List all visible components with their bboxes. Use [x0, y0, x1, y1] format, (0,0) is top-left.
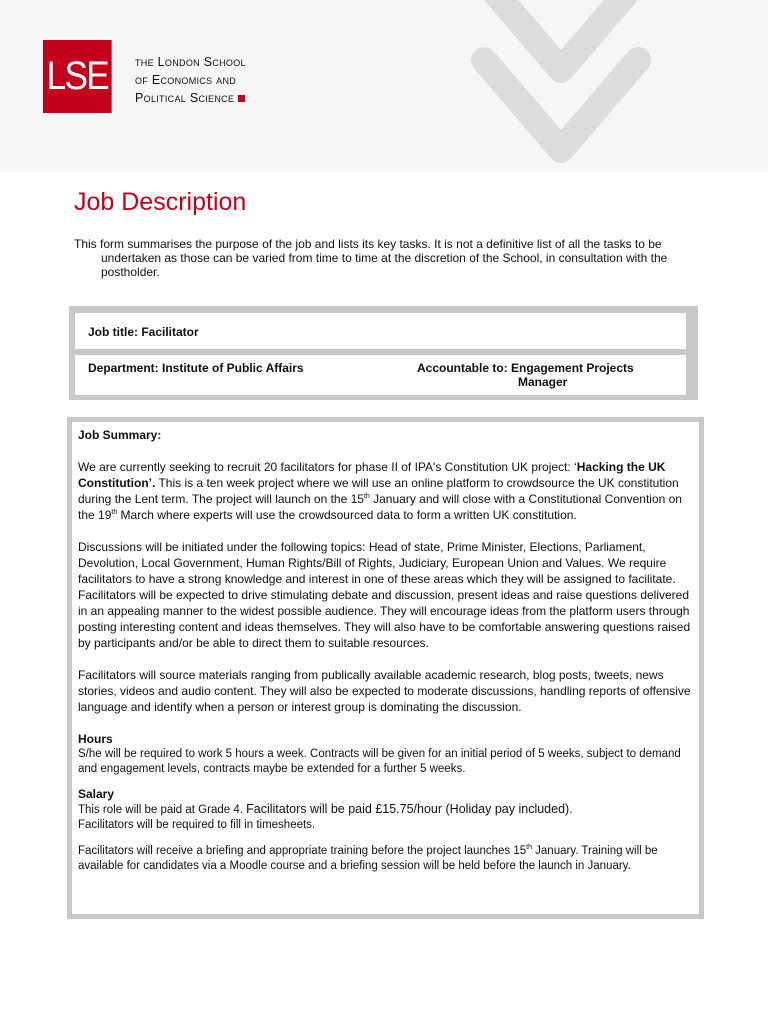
- hours-text: S/he will be required to work 5 hours a week. Contracts will be given for an initial period of 5 weeks, subject to demand and engagement levels, contracts maybe be extended for a further 5 weeks.: [78, 748, 681, 775]
- job-title-row: [75, 313, 686, 349]
- school-line-2: of Economics and: [135, 73, 237, 87]
- school-line-1: the London School: [135, 55, 246, 69]
- summary-heading: Job Summary:: [78, 428, 162, 442]
- salary-text: This role will be paid at Grade 4. Facilitators will be paid £15.75/hour (Holiday pay included). Facilitators will be required to fill in timesheets.: [78, 802, 573, 831]
- job-title: Job title: Facilitator: [88, 325, 199, 339]
- logo-text: LSE: [46, 54, 108, 98]
- hours-heading: Hours: [78, 732, 113, 746]
- intro-text: This form summarises the purpose of the job and lists its key tasks. It is not a definitive list of all the tasks to be undertaken as those can be varied from time to time at the discretion of the School, in consultation with the postholder.: [74, 237, 668, 279]
- job-summary-box: [67, 417, 704, 919]
- chevron-down-icon: [466, 0, 656, 170]
- lse-logo: [43, 40, 112, 113]
- training-text: Facilitators will receive a briefing and appropriate training before the project launches 15th January. Training will be available for candidates via a Moodle course and a briefing session will be held before the launch in January.: [78, 844, 658, 872]
- job-info-table: [69, 306, 698, 400]
- accountable-to: Accountable to: Engagement Projects Manager: [417, 361, 634, 389]
- department-row: [75, 355, 686, 395]
- summary-paragraph-1: We are currently seeking to recruit 20 facilitators for phase II of IPA's Constitution UK project: ‘Hacking the UK Constitution’. This is a ten week project where we will use an online platform to crowdsource the UK constitution during the Lent term. The project will launch on the 15th January and will close with a Constitutional Convention on the 19th March where experts will use the crowdsourced data to form a written UK constitution.: [78, 460, 682, 522]
- school-name: [135, 53, 246, 107]
- summary-paragraph-2: Discussions will be initiated under the following topics: Head of state, Prime Minister, Elections, Parliament, Devolution, Local Government, Human Rights/Bill of Rights, Judiciary, European Union and Values. We require facilitators to have a strong knowledge and interest in one of these areas which they will be assigned to facilitate. Facilitators will be expected to drive stimulating debate and discussion, present ideas and raise questions delivered in an appealing manner to the widest possible audience. They will encourage ideas from the platform users through posting interesting content and ideas themselves. They will also have to be comfortable answering questions raised by participants and/or be able to direct them to suitable resources.: [78, 540, 691, 650]
- salary-heading: Salary: [78, 787, 115, 801]
- summary-paragraph-3: Facilitators will source materials ranging from publically available academic research, blog posts, tweets, news stories, videos and audio content. They will also be expected to moderate discussions, handling reports of offensive language and identify when a person or interest group is dominating the discussion.: [78, 668, 691, 714]
- school-line-3: Political Science: [135, 89, 246, 107]
- department: Department: Institute of Public Affairs: [88, 361, 304, 375]
- red-square-icon: [238, 95, 245, 102]
- job-summary-content: [72, 422, 699, 914]
- page-title: Job Description: [74, 188, 247, 216]
